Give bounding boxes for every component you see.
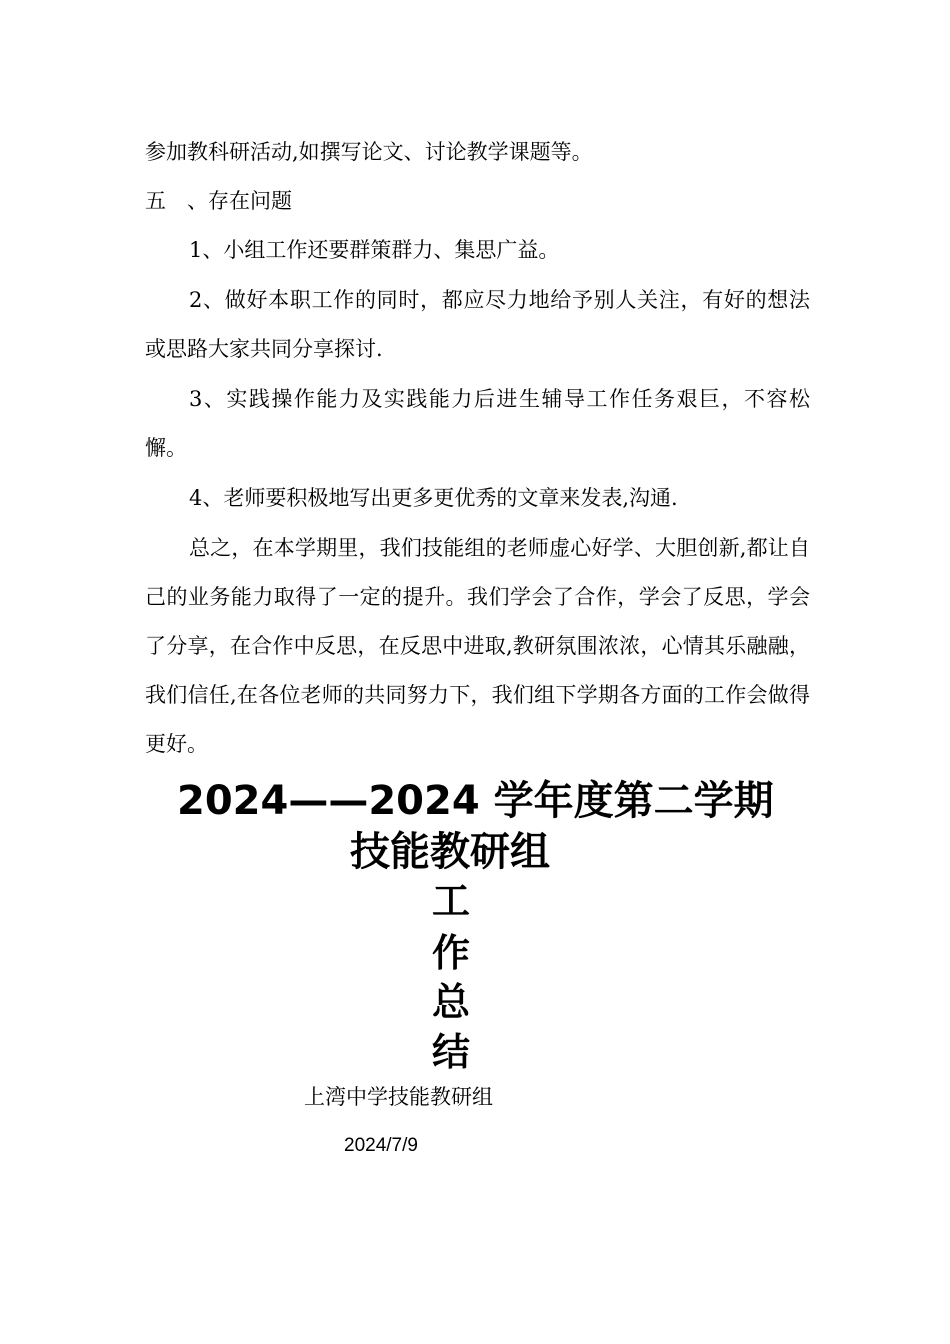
cover-vertical-char-2: 作 <box>432 931 471 975</box>
paragraph-continuation: 参加教科研活动,如撰写论文、讨论教学课题等。 <box>145 140 593 164</box>
section-heading: 五 、存在问题 <box>145 189 292 213</box>
list-item-4: 4、老师要积极地写出更多更优秀的文章来发表,沟通. <box>189 486 678 510</box>
signature-date: 2024/7/9 <box>344 1135 418 1156</box>
cover-vertical-char-1: 工 <box>432 879 471 923</box>
conclusion-paragraph: 总之，在本学期里，我们技能组的老师虚心好学、大胆创新,都让自己的业务能力取得了一定的提升。我们学会了合作，学会了反思，学会了分享，在合作中反思，在反思中进取,教研氛围浓浓，心情其乐融融，我们信任,在各位老师的共同努力下，我们组下学期各方面的工作会做得更好。 <box>145 536 810 756</box>
cover-vertical-char-4: 结 <box>432 1030 471 1074</box>
list-item-2: 2、做好本职工作的同时，都应尽力地给予别人关注，有好的想法或思路大家共同分享探讨. <box>145 288 810 361</box>
cover-title-line1: 2024——2024 学年度第二学期 <box>177 778 774 824</box>
cover-title-line2: 技能教研组 <box>350 829 550 875</box>
list-item-1: 1、小组工作还要群策群力、集思广益。 <box>189 238 560 262</box>
cover-vertical-char-3: 总 <box>432 980 471 1024</box>
organization-signature: 上湾中学技能教研组 <box>304 1085 493 1109</box>
list-item-3: 3、实践操作能力及实践能力后进生辅导工作任务艰巨，不容松懈。 <box>145 387 810 460</box>
